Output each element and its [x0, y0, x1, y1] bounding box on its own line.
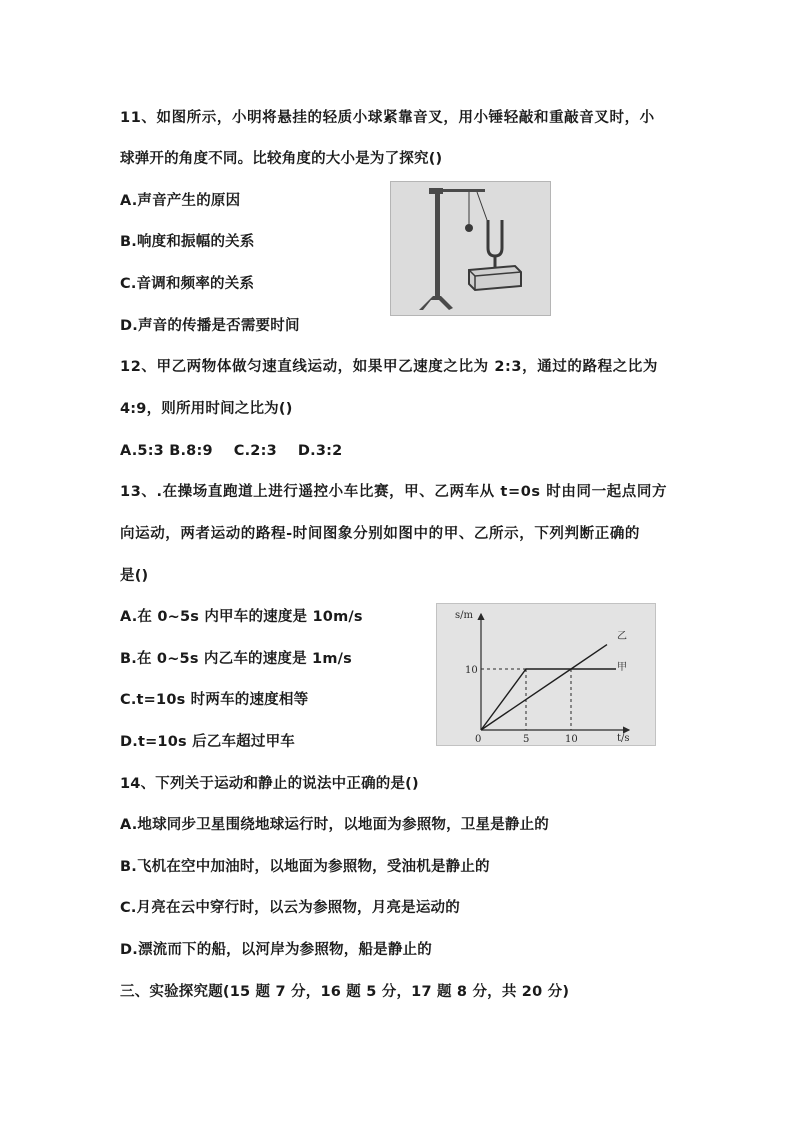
q14-option-d: D.漂流而下的船，以河岸为参照物，船是静止的: [120, 942, 432, 958]
q14-option-b: B.飞机在空中加油时，以地面为参照物，受油机是静止的: [120, 859, 490, 875]
series-line-jia: [481, 669, 616, 730]
q11-option-c: C.音调和频率的关系: [120, 276, 255, 292]
tuning-fork-figure: [390, 181, 551, 316]
q13-option-c: C.t=10s 时两车的速度相等: [120, 692, 309, 708]
q11-option-a: A.声音产生的原因: [120, 193, 241, 209]
q12-stem-line2: 4:9，则所用时间之比为(): [120, 401, 293, 417]
q11-stem-line1: 11、如图所示，小明将悬挂的轻质小球紧靠音叉，用小锤轻敲和重敲音叉时，小: [120, 110, 655, 126]
section-3-heading: 三、实验探究题(15 题 7 分，16 题 5 分，17 题 8 分，共 20 分): [120, 984, 570, 1000]
y-tick-10: 10: [465, 665, 478, 676]
q12-stem-line1: 12、甲乙两物体做匀速直线运动，如果甲乙速度之比为 2:3，通过的路程之比为: [120, 359, 658, 375]
st-graph: [437, 604, 655, 745]
q13-option-b: B.在 0~5s 内乙车的速度是 1m/s: [120, 651, 352, 667]
x-tick-10: 10: [565, 734, 578, 745]
q11-option-d: D.声音的传播是否需要时间: [120, 318, 300, 334]
q13-stem-line3: 是(): [120, 568, 149, 584]
q14-option-c: C.月亮在云中穿行时，以云为参照物，月亮是运动的: [120, 900, 460, 916]
x-axis-label: t/s: [617, 733, 630, 744]
origin-label: 0: [475, 734, 482, 745]
series-yi-label: 乙: [617, 631, 627, 642]
q11-option-b: B.响度和振幅的关系: [120, 234, 255, 250]
q13-option-a: A.在 0~5s 内甲车的速度是 10m/s: [120, 609, 363, 625]
y-axis-label: s/m: [455, 610, 473, 621]
q13-stem-line1: 13、.在操场直跑道上进行遥控小车比赛，甲、乙两车从 t=0s 时由同一起点同方: [120, 484, 668, 500]
q14-stem: 14、下列关于运动和静止的说法中正确的是(): [120, 776, 419, 792]
q13-stem-line2: 向运动，两者运动的路程-时间图象分别如图中的甲、乙所示，下列判断正确的: [120, 526, 641, 542]
x-tick-5: 5: [523, 734, 530, 745]
q14-option-a: A.地球同步卫星围绕地球运行时，以地面为参照物，卫星是静止的: [120, 817, 549, 833]
st-graph-figure: [436, 603, 656, 746]
series-line-yi: [481, 645, 607, 730]
q13-option-d: D.t=10s 后乙车超过甲车: [120, 734, 295, 750]
q12-options: A.5:3 B.8:9 C.2:3 D.3:2: [120, 443, 343, 459]
series-jia-label: 甲: [617, 662, 627, 673]
q11-stem-line2: 球弹开的角度不同。比较角度的大小是为了探究(): [120, 151, 443, 167]
